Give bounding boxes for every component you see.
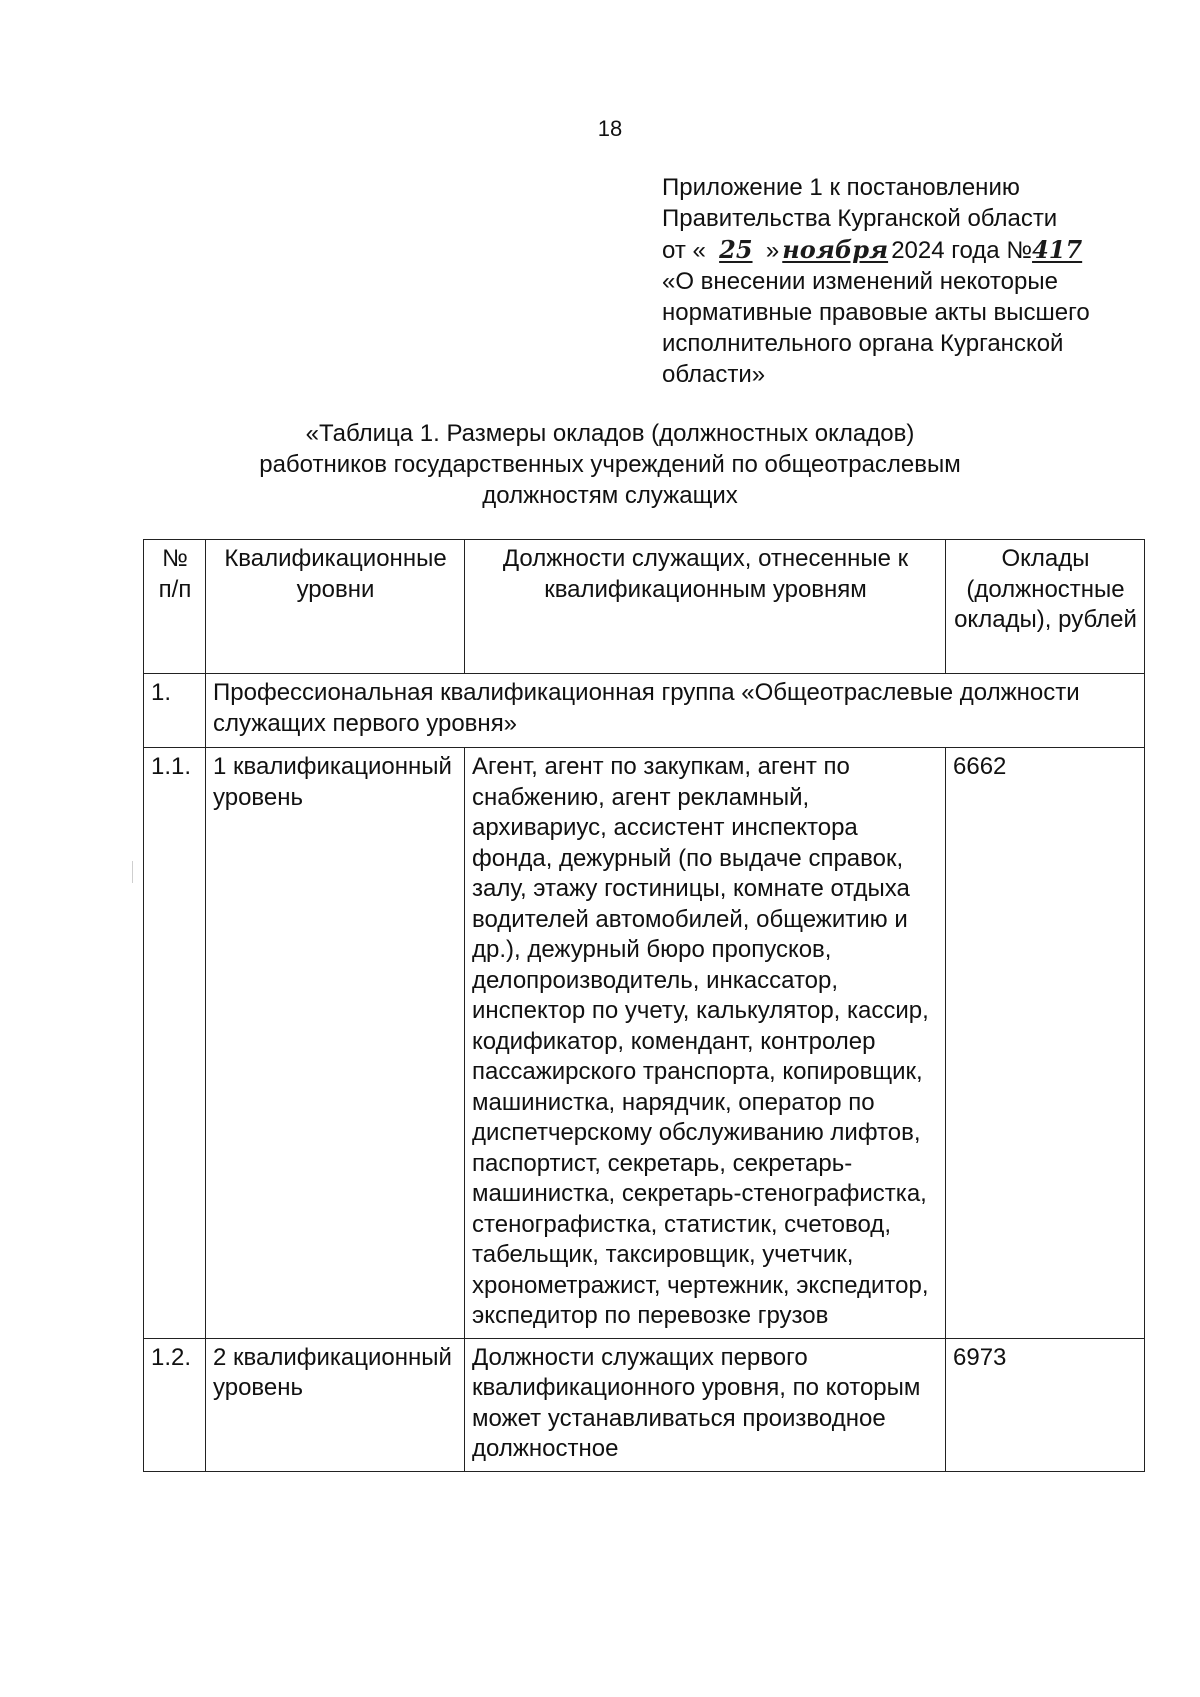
row-positions: Должности служащих первого квалификационного уровня, по которым может устанавливаться производное должностное (465, 1338, 946, 1471)
row-salary: 6973 (946, 1338, 1145, 1471)
row-num: 1.1. (144, 748, 206, 1339)
row-level: 2 квалификационный уровень (206, 1338, 465, 1471)
table-title-line-1: «Таблица 1. Размеры окладов (должностных окладов) (305, 420, 915, 447)
row-positions: Агент, агент по закупкам, агент по снабжению, агент рекламный, архивариус, ассистент инспектора фонда, дежурный (по выдаче справок, залу, этажу гостиницы, комнате отдыха водителей автомобилей, общежитию и др.), дежурный бюро пропусков, делопроизводитель, инкассатор, инспектор по учету, калькулятор, кассир, кодификатор, комендант, контролер пассажирского транспорта, копировщик, машинистка, нарядчик, оператор по диспетчерскому обслуживанию лифтов, паспортист, секретарь, секретарь-машинистка, секретарь-стенографистка, стенографистка, статистик, счетовод, табельщик, таксировщик, учетчик, хронометражист, чертежник, экспедитор, экспедитор по перевозке грузов (465, 748, 946, 1339)
row-salary: 6662 (946, 748, 1145, 1339)
appendix-line-7: области» (662, 361, 766, 388)
handwritten-month: ноября (782, 235, 889, 264)
salary-table (143, 539, 1145, 1472)
appendix-line-6: исполнительного органа Курганской (662, 330, 1064, 357)
handwritten-day: 25 (719, 235, 753, 264)
page-number: 18 (597, 116, 623, 141)
table-header-row (144, 540, 1145, 674)
appendix-date-line (662, 234, 1142, 266)
row-num: 1.2. (144, 1338, 206, 1471)
handwritten-doc-number: 417 (1032, 235, 1083, 264)
header-salary: Оклады (должностные оклады), рублей (946, 540, 1145, 674)
date-mid: » (765, 237, 780, 264)
appendix-header (662, 172, 1142, 390)
header-num: № п/п (144, 540, 206, 674)
table-title-line-3: должностям служащих (482, 482, 738, 509)
table-title-line-2: работников государственных учреждений по общеотраслевым (259, 451, 961, 478)
appendix-line-4: «О внесении изменений некоторые (662, 268, 1058, 295)
table-row (144, 748, 1145, 1339)
header-positions: Должности служащих, отнесенные к квалификационным уровням (465, 540, 946, 674)
appendix-line-5: нормативные правовые акты высшего (662, 299, 1090, 326)
group-row (144, 674, 1145, 748)
table-title (230, 418, 990, 511)
group-num: 1. (144, 674, 206, 748)
appendix-line-2: Правительства Курганской области (662, 205, 1058, 232)
appendix-line-1: Приложение 1 к постановлению (662, 174, 1020, 201)
date-prefix: от « (662, 237, 706, 264)
header-level: Квалификационные уровни (206, 540, 465, 674)
group-title: Профессиональная квалификационная группа «Общеотраслевые должности служащих первого уровня» (206, 674, 1145, 748)
scan-mark (132, 861, 133, 883)
row-level: 1 квалификационный уровень (206, 748, 465, 1339)
table-row (144, 1338, 1145, 1471)
date-year: 2024 года № (891, 237, 1033, 264)
